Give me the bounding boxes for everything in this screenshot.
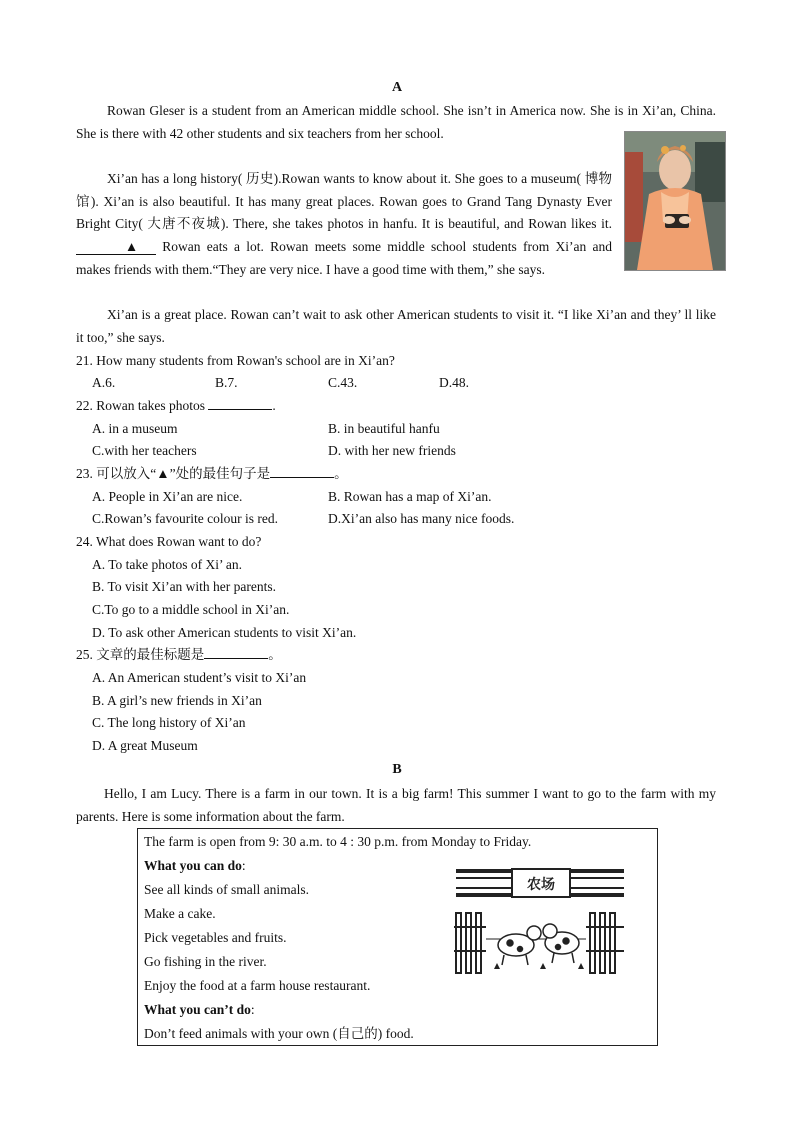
- question-22: [76, 395, 276, 417]
- cow-icon: [543, 924, 579, 963]
- passage-a-p1-text: Rowan Gleser is a student from an American middle school. She isn’t in America now. She is in Xi’an, China. She is there with 42 other students and six teachers from her school.: [76, 103, 716, 141]
- can-do-item-4: Go fishing in the river.: [144, 954, 267, 969]
- q24-option-c[interactable]: C.To go to a middle school in Xi’an.: [92, 602, 290, 617]
- question-23-stem-end: 。: [334, 466, 348, 481]
- passage-b-intro-text: Hello, I am Lucy. There is a farm in our town. It is a big farm! This summer I want to go to the farm with my parents. Here is some information about the farm.: [76, 786, 716, 824]
- q22-option-d[interactable]: D. with her new friends: [328, 443, 456, 458]
- can-do-item-1: See all kinds of small animals.: [144, 882, 309, 897]
- q22-option-c[interactable]: C.with her teachers: [92, 443, 197, 458]
- answer-blank: [204, 645, 268, 659]
- q24-option-d[interactable]: D. To ask other American students to visit Xi’an.: [92, 625, 357, 640]
- question-24-stem: 24. What does Rowan want to do?: [76, 534, 262, 549]
- cant-do-title: What you can’t do: [144, 1002, 251, 1017]
- passage-a-paragraph-3: [76, 304, 716, 349]
- passage-a-p3-text: Xi’an is a great place. Rowan can’t wait to ask other American students to visit it. “I like Xi’an and they’ ll like it too,” she says.: [76, 307, 716, 345]
- passage-a-heading: A: [391, 80, 403, 95]
- q23-option-d[interactable]: D.Xi’an also has many nice foods.: [328, 511, 515, 526]
- passage-a-paragraph-2: [76, 168, 612, 282]
- q23-option-b[interactable]: B. Rowan has a map of Xi’an.: [328, 489, 492, 504]
- q25-option-b[interactable]: B. A girl’s new friends in Xi’an: [92, 693, 262, 708]
- cant-do-heading: [144, 999, 255, 1021]
- question-22-stem-end: .: [272, 398, 276, 413]
- triangle-blank: ▲: [76, 240, 156, 255]
- q23-option-a[interactable]: A. People in Xi’an are nice.: [92, 489, 243, 504]
- answer-blank: [208, 396, 272, 410]
- q25-option-c[interactable]: C. The long history of Xi’an: [92, 715, 246, 730]
- cant-do-item-1: Don’t feed animals with your own (自己的) food.: [144, 1026, 414, 1041]
- question-25: [76, 644, 282, 666]
- q25-option-a[interactable]: A. An American student’s visit to Xi’an: [92, 670, 307, 685]
- q24-option-b[interactable]: B. To visit Xi’an with her parents.: [92, 579, 277, 594]
- q25-option-d[interactable]: D. A great Museum: [92, 738, 198, 753]
- question-23-stem: 23. 可以放入“▲”处的最佳句子是: [76, 466, 271, 481]
- q21-option-d[interactable]: D.48.: [439, 375, 469, 390]
- farm-hours: The farm is open from 9: 30 a.m. to 4 : 30 p.m. from Monday to Friday.: [144, 834, 532, 849]
- passage-a-p2-after: Rowan eats a lot. Rowan meets some middle school students from Xi’an and makes friends with them.“They are very nice. I have a good time with them,” she says.: [76, 239, 612, 277]
- question-25-stem-end: 。: [268, 647, 282, 662]
- q21-option-a[interactable]: A.6.: [92, 375, 116, 390]
- passage-b-intro: [76, 783, 716, 828]
- cow-icon: [498, 926, 541, 965]
- answer-blank: [270, 464, 334, 478]
- can-do-title: What you can do: [144, 858, 242, 873]
- can-do-heading: [144, 855, 246, 877]
- rowan-photo: [624, 131, 726, 271]
- can-do-item-2: Make a cake.: [144, 906, 216, 921]
- q22-option-a[interactable]: A. in a museum: [92, 421, 178, 436]
- question-22-stem: 22. Rowan takes photos: [76, 398, 209, 413]
- girl-in-hanfu-image: [625, 132, 725, 270]
- question-21-stem: 21. How many students from Rowan's school are in Xi’an?: [76, 353, 395, 368]
- farm-illustration: [454, 865, 626, 975]
- farm-sign-text: 农场: [527, 877, 555, 893]
- q23-option-c[interactable]: C.Rowan’s favourite colour is red.: [92, 511, 278, 526]
- farm-info-box: [137, 828, 658, 1046]
- passage-a-paragraph-1: [76, 100, 716, 145]
- question-23: [76, 463, 348, 485]
- question-25-stem: 25. 文章的最佳标题是: [76, 647, 205, 662]
- passage-b-heading: B: [392, 762, 402, 777]
- can-do-item-3: Pick vegetables and fruits.: [144, 930, 287, 945]
- passage-a-p2-before: Xi’an has a long history( 历史).Rowan wants to know about it. She goes to a museum( 博物馆). Xi’an is also beautiful. It has many great places. Rowan goes to Grand Tang Dynasty Ever Bright City( 大唐不夜城). There, she takes photos in hanfu. It is beautiful, and Rowan likes it.: [76, 171, 612, 232]
- q24-option-a[interactable]: A. To take photos of Xi’ an.: [92, 557, 243, 572]
- q21-option-b[interactable]: B.7.: [215, 375, 238, 390]
- can-do-item-5: Enjoy the food at a farm house restaurant.: [144, 978, 371, 993]
- colon: :: [250, 1002, 255, 1017]
- q21-option-c[interactable]: C.43.: [328, 375, 358, 390]
- q22-option-b[interactable]: B. in beautiful hanfu: [328, 421, 440, 436]
- colon: :: [241, 858, 246, 873]
